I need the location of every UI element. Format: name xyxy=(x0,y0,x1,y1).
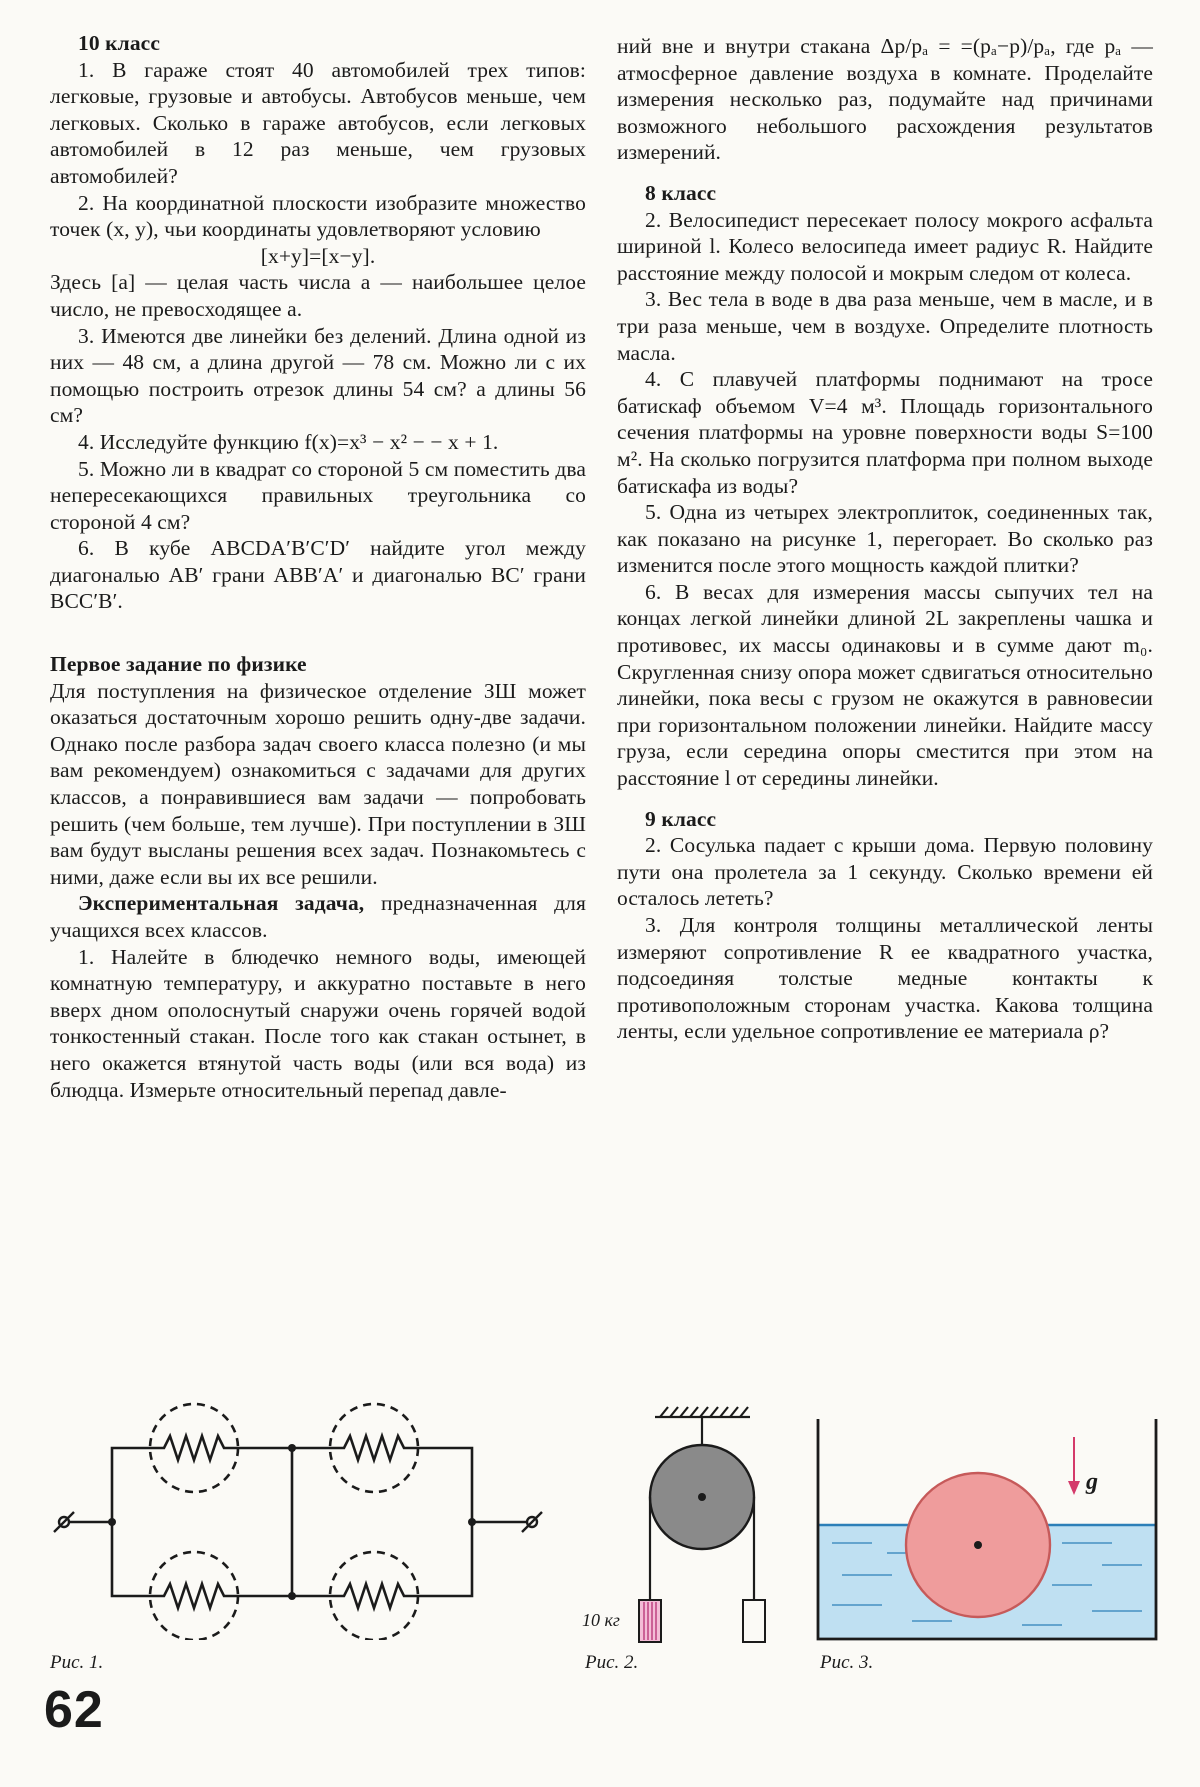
gravity-label: g xyxy=(1086,1469,1098,1495)
resistor-1 xyxy=(150,1436,238,1460)
physics-heading: Первое задание по физике xyxy=(50,652,307,677)
physics-intro: Для поступления на физическое отделение ЗШ может оказаться достаточным хорошо решить одну-две задачи. Однако после разбора задач своего класса полезно (и мы вам рекомендуем) ознакомиться с задачами для других классов, а понравившиеся вам задачи — попробовать решить (чем больше, тем лучше). При поступлении в ЗШ вам будут высланы решения всех задач. Познакомьтесь с ними, даже если вы их все решили. xyxy=(50,678,586,889)
gravity-arrow xyxy=(1068,1437,1080,1495)
problem10-2-formula: [x+y]=[x−y]. xyxy=(260,243,376,268)
resistor-2 xyxy=(330,1436,418,1460)
problem10-5: 5. Можно ли в квадрат со стороной 5 см поместить два непересекающихся правильных треугольника со стороной 4 см? xyxy=(50,456,586,534)
ceiling-hatch xyxy=(660,1407,748,1417)
problem10-2-note: Здесь [a] — целая часть числа a — наибольшее целое число, не превосходящее a. xyxy=(50,270,586,321)
grade9-heading: 9 класс xyxy=(645,806,717,831)
fig2-caption: Рис. 2. xyxy=(585,1652,639,1673)
weight-right xyxy=(743,1600,765,1642)
problem10-2: 2. На координатной плоскости изобразите множество точек (x, y), чьи координаты удовлетворяют условию xyxy=(50,190,586,242)
experimental-task: 1. Налейте в блюдечко немного воды, имеющей комнатную температуру, и аккуратно поставьте в него вверх дном ополоснутый снаружи очень горячей водой тонкостенный стакан. После того как стакан остынет, в него окажется втянутой часть воды (или вся вода) из блюдца. Измерьте относительный перепад давле- xyxy=(50,944,586,1102)
experimental-bold: Экспериментальная задача, xyxy=(78,891,365,916)
fig1-caption: Рис. 1. xyxy=(50,1652,104,1673)
problem8-4: 4. С плавучей платформы поднимают на тросе батискаф объемом V=4 м³. Площадь горизонтального сечения платформы на уровне поверхности воды S=100 м². На сколько погрузится платформа при полном выходе батискафа из воды? xyxy=(617,367,1153,498)
resistor-3 xyxy=(150,1584,238,1608)
fig2-mass-label: 10 кг xyxy=(582,1610,620,1630)
figure1-circuit xyxy=(40,1400,560,1640)
junction-dot-1 xyxy=(288,1444,296,1452)
problem10-3: 3. Имеются две линейки без делений. Длина одной из них — 48 см, а длина другой — 78 см. Можно ли с их помощью построить отрезок длины 54 см? а длины 56 см? xyxy=(50,323,586,428)
problem9-3: 3. Для контроля толщины металлической ленты измеряют сопротивление R ее квадратного участка, подсоединяя толстые медные контакты к противоположным сторонам участка. Какова толщина ленты, если удельное сопротивление ее материала ρ? xyxy=(617,913,1153,1044)
problem9-2: 2. Сосулька падает с крыши дома. Первую половину пути она пролетела за 1 секунду. Сколько времени ей осталось лететь? xyxy=(617,833,1153,911)
problem10-4: 4. Исследуйте функцию f(x)=x³ − x² − − x + 1. xyxy=(78,429,499,454)
experimental-continuation: ний вне и внутри стакана Δp/pₐ = =(pₐ−p)/pₐ, где pₐ — атмосферное давление воздуха в комнате. Проделайте измерения несколько раз, подумайте над причинами возможного небольшого расхождения результатов измерений. xyxy=(617,34,1153,165)
ball-center xyxy=(974,1541,982,1549)
problem8-5: 5. Одна из четырех электроплиток, соединенных так, как показано на рисунке 1, перегорает. Во сколько раз изменится после этого мощность каждой плитки? xyxy=(617,500,1153,578)
grade8-heading: 8 класс xyxy=(645,180,717,205)
experimental-rest: предназначенная для учащихся всех классов. xyxy=(50,891,586,942)
fig3-caption: Рис. 3. xyxy=(820,1652,874,1673)
junction-dot-4 xyxy=(468,1518,476,1526)
figure2-pulley xyxy=(610,1405,780,1645)
right-column xyxy=(617,33,1153,1045)
pulley-axle xyxy=(698,1493,706,1501)
circuit-wire-middle xyxy=(238,1448,330,1596)
resistor-4 xyxy=(330,1584,418,1608)
problem8-6: 6. В весах для измерения массы сыпучих тел на концах легкой линейки длиной 2L закреплены чашка и противовес, их массы одинаковы и в сумме дают m₀. Скругленная снизу опора может сдвигаться относительно линейки, пока весы с грузом не окажутся в равновесии при горизонтальном положении линейки. Найдите массу груза, если середина опоры сместится при этом на расстояние l от середины линейки. xyxy=(617,579,1153,791)
figure3-vessel xyxy=(812,1415,1162,1645)
page-number: 62 xyxy=(44,1681,104,1739)
problem8-3: 3. Вес тела в воде в два раза меньше, чем в масле, и в три раза меньше, чем в воздухе. Определите плотность масла. xyxy=(617,287,1153,365)
junction-dot-2 xyxy=(288,1592,296,1600)
weight-10kg xyxy=(639,1600,661,1642)
experimental-intro xyxy=(50,890,586,943)
problem10-6: 6. В кубе ABCDA′B′C′D′ найдите угол между диагональю AB′ грани ABB′A′ и диагональю BC′ грани BCC′B′. xyxy=(50,536,586,614)
grade10-heading: 10 класс xyxy=(78,31,160,55)
junction-dot-3 xyxy=(108,1518,116,1526)
left-column xyxy=(50,30,586,1103)
problem10-1: 1. В гараже стоят 40 автомобилей трех типов: легковые, грузовые и автобусы. Автобусов меньше, чем легковых. Сколько в гараже автобусов, если легковых автомобилей в 12 раз меньше, чем грузовых автомобилей? xyxy=(50,57,586,188)
problem8-2: 2. Велосипедист пересекает полосу мокрого асфальта шириной l. Колесо велосипеда имеет радиус R. Найдите расстояние между полосой и мокрым следом от колеса. xyxy=(617,207,1153,285)
